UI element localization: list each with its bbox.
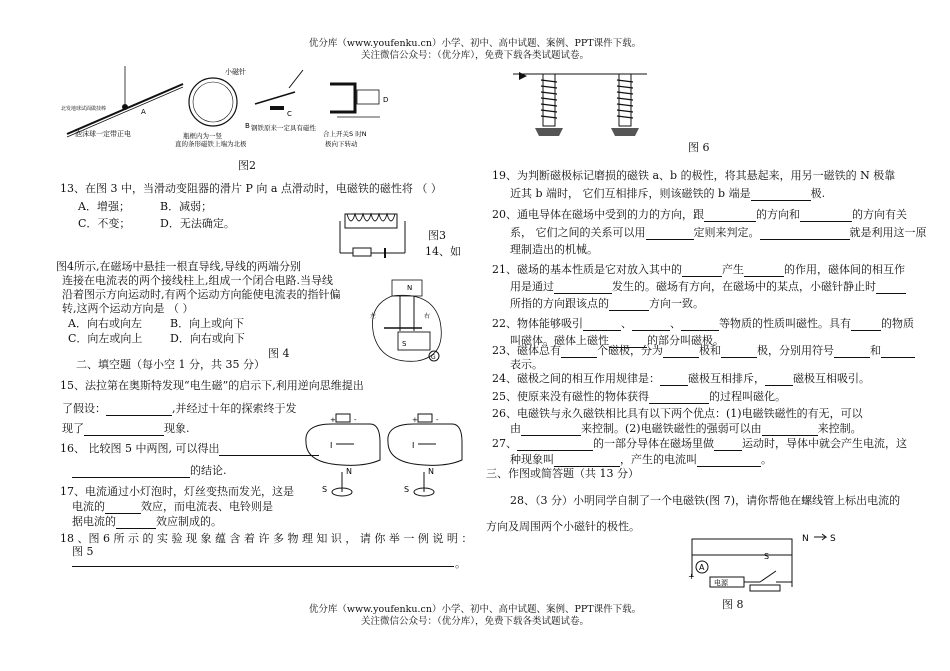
- q17-line-3: [72, 514, 222, 529]
- blank[interactable]: [72, 465, 190, 478]
- fig4-caption: 图 4: [268, 347, 290, 360]
- blank[interactable]: [660, 373, 688, 386]
- fig2-caption: 图2: [238, 159, 256, 172]
- fig2-b-top-label: 小磁针: [225, 68, 246, 76]
- solenoid: [692, 539, 792, 555]
- fig8-n-label: N: [802, 534, 809, 544]
- fig5-s-left: S: [322, 485, 328, 494]
- fig5-left: [306, 414, 380, 496]
- blank[interactable]: [697, 454, 761, 467]
- blank[interactable]: [760, 227, 850, 240]
- fig4-right-label: 右: [424, 313, 431, 320]
- q23-line-1c: 极和: [699, 344, 721, 357]
- footer-line-2: 关注微信公众号：（优分库），免费下载各类试题试卷。: [360, 616, 589, 627]
- q20-line-1: [492, 207, 907, 222]
- figure-2: [55, 62, 415, 152]
- blank[interactable]: [851, 318, 881, 331]
- q23-line-1a: 23、磁体总有: [492, 344, 561, 357]
- q14-option-a: A．向右或向左: [68, 317, 142, 330]
- blank[interactable]: [721, 345, 757, 358]
- q18-answer-line[interactable]: [72, 566, 454, 567]
- q13-stem: 13、在图 3 中，当滑动变阻器的滑片 P 向 a 点滑动时，电磁铁的磁性将 （ ）: [60, 182, 442, 195]
- q14-line-3: 沿着图示方向运动时,有两个运动方向能使电流表的指针偏: [62, 288, 341, 301]
- q22-line-1: [492, 316, 914, 331]
- blank[interactable]: [106, 403, 172, 416]
- q17-line-2b: 效应，而电流表、电铃则是: [141, 500, 273, 513]
- q14-option-d: D．向右或向下: [170, 332, 245, 345]
- q15-line-2: [62, 401, 297, 416]
- fig8-switch-label: S: [764, 552, 770, 561]
- q21-line-3a: 所指的方向跟该点的: [510, 297, 609, 310]
- blank[interactable]: [609, 298, 649, 311]
- fig4-n-label: N: [407, 284, 413, 292]
- blank[interactable]: [762, 423, 818, 436]
- q27-line-2b: ，产生的电流叫: [620, 453, 697, 466]
- fig5-s-right: S: [404, 485, 410, 494]
- q21-line-1c: 的作用，磁体间的相互作: [784, 263, 905, 276]
- q18-end: 。: [455, 557, 466, 570]
- q17-line-3b: 效应制成的。: [156, 515, 222, 528]
- iron-filings-left: [535, 128, 563, 136]
- q22-line-1c: 、: [670, 317, 681, 330]
- fig3-caption: 图3: [428, 229, 446, 242]
- fig2-b-letter: B: [245, 122, 250, 130]
- header-line-1: 优分库（www.youfenku.cn）小学、初中、高中试题、案例、PPT课件下载。: [308, 38, 642, 49]
- q22-line-1b: 、: [621, 317, 632, 330]
- q25-line-1b: 的过程叫磁化。: [709, 390, 786, 403]
- fig2-b-bottom-2: 直的条形磁铁上端为北极: [175, 140, 247, 148]
- q14-line-2: 连接在电流表的两个接线柱上,组成一个闭合电路.当导线: [62, 274, 333, 287]
- fig8-plus-label: +: [688, 572, 695, 581]
- foam-ball: [122, 104, 128, 110]
- q17-line-2a: 电流的: [72, 500, 105, 513]
- blank[interactable]: [800, 209, 852, 222]
- q15-line-2b: ,并经过十年的探索终于发: [172, 402, 297, 415]
- q26-line-2c: 来控制。: [817, 422, 862, 435]
- fig5-i-right: I: [412, 441, 415, 450]
- q23-line-2: 表示。: [510, 358, 543, 371]
- blank[interactable]: [681, 318, 719, 331]
- q21-line-1: [492, 262, 905, 277]
- steel-bar-c: [255, 92, 295, 104]
- figure-5: [302, 412, 464, 504]
- q20-line-3: 理制造出的机械。: [510, 243, 598, 256]
- q15-line-1: 15、法拉第在奥斯特发现“电生磁”的启示下,利用逆向思维提出: [60, 379, 364, 392]
- q27-line-2: [510, 452, 772, 467]
- blank[interactable]: [751, 188, 811, 201]
- q20-line-1b: 的方向和: [756, 208, 800, 221]
- fig5-plus-right: +: [412, 416, 418, 424]
- blank[interactable]: [632, 318, 670, 331]
- q23-line-1: [492, 343, 915, 358]
- fig8-s-label: S: [830, 534, 836, 544]
- q22-line-2a: 叫磁体。磁体上磁性: [510, 334, 609, 347]
- q15-line-3a: 现了: [62, 422, 84, 435]
- fig4-left-label: 左: [370, 313, 377, 320]
- q13-option-a: A．增强；: [78, 200, 130, 213]
- q14-line-4: 转,这两个运动方向是 （ ）: [62, 302, 194, 315]
- q22-line-1a: 22、物体能够吸引: [492, 317, 583, 330]
- blank[interactable]: [663, 345, 699, 358]
- blank[interactable]: [517, 438, 593, 451]
- fig2-a-top-label: 北发地球试面做技棒: [61, 106, 107, 112]
- fig5-minus-right: -: [436, 416, 439, 424]
- q16-line-1a: 16、 比较图 5 中两图, 可以得出: [60, 442, 220, 455]
- fig2-d-letter: D: [383, 96, 389, 104]
- q22-line-1e: 的物质: [881, 317, 914, 330]
- q14-option-b: B．向上或向下: [170, 317, 245, 330]
- q24-line-1b: 磁极互相排斥，: [688, 372, 765, 385]
- fig8-ammeter-label: A: [699, 563, 705, 572]
- q18-line-1: 18 、图 6 所 示 的 实 验 现 象 蕴 含 着 许 多 物 理 知 识 ， 请 你 举 一 例 说 明 ：: [60, 532, 473, 545]
- q17-line-1: 17、电流通过小灯泡时，灯丝变热而发光，这是: [60, 485, 294, 498]
- figure-3: [335, 208, 430, 260]
- q19-line-2b: 极.: [810, 187, 826, 200]
- q23-line-1e: 和: [870, 344, 881, 357]
- ring-b: [189, 78, 237, 126]
- blank[interactable]: [876, 281, 906, 294]
- blank[interactable]: [682, 264, 722, 277]
- q23-line-1d: 极，分别用符号: [757, 344, 834, 357]
- q19-line-2: [510, 186, 825, 201]
- footer-line-1: 优分库（www.youfenku.cn）小学、初中、高中试题、案例、PPT课件下载。: [308, 604, 642, 615]
- q20-line-1c: 的方向有关: [852, 208, 907, 221]
- q19-line-1: 19、为判断磁极标记磨损的磁铁 a、b 的极性，将其悬起来，用另一磁铁的 N 极靠: [492, 169, 896, 182]
- q15-line-2a: 了假设：: [62, 402, 106, 415]
- q25-line-1: [492, 389, 786, 404]
- fig8-caption: 图 8: [722, 598, 744, 611]
- q27-line-1a: 27、: [492, 437, 517, 450]
- q16-line-2: [72, 463, 227, 478]
- q18-fig5-caption: 图 5: [72, 545, 94, 558]
- section-2-title: 二、填空题（每小空 1 分，共 35 分）: [76, 358, 265, 371]
- q13-option-c: C．不变；: [78, 217, 131, 230]
- q23-line-1b: 个磁极，分为: [597, 344, 663, 357]
- q22-line-1d: 等物质的性质叫磁性。具有: [719, 317, 851, 330]
- q21-line-1b: 产生: [722, 263, 744, 276]
- q20-line-2b: 定则来判定。: [693, 226, 760, 239]
- q21-line-2a: 用是通过: [510, 280, 554, 293]
- fig5-right: [388, 414, 462, 496]
- q13-option-b: B．减弱；: [160, 200, 213, 213]
- q14-number: 14、如: [425, 245, 461, 258]
- blank[interactable]: [561, 345, 597, 358]
- fig5-i-left: I: [330, 441, 333, 450]
- fig2-c-bottom: 钢铁原来一定具有磁性: [251, 124, 316, 132]
- fig4-s-label: S: [402, 340, 407, 348]
- q20-line-2: [510, 225, 927, 240]
- figure-4: [362, 276, 452, 368]
- figure-8: [680, 527, 860, 599]
- q27-line-2a: 种现象叫: [510, 453, 554, 466]
- q25-line-1a: 25、使原来没有磁性的物体获得: [492, 390, 649, 403]
- q26-line-2: [510, 421, 862, 436]
- blank[interactable]: [554, 281, 612, 294]
- q20-line-2c: 就是利用这一原: [849, 226, 927, 239]
- q14-option-c: C．向左或向上: [68, 332, 143, 345]
- figure-6: [505, 66, 655, 142]
- q14-line-1: 图4所示,在磁场中悬挂一根直导线,导线的两端分别: [56, 260, 301, 273]
- fig5-n-left: N: [346, 467, 352, 476]
- q28-line-1: 28、（3 分）小明同学自制了一个电磁铁(图 7)，请你帮他在螺线管上标出电流的: [510, 494, 901, 507]
- fig8-power-label: 电源: [714, 579, 728, 587]
- q19-line-2a: 近其 b 端时， 它们互相排斥，则该磁铁的 b 端是: [510, 187, 751, 200]
- blank[interactable]: [704, 209, 756, 222]
- q27-line-2c: 。: [761, 453, 772, 466]
- blank[interactable]: [521, 423, 581, 436]
- blank[interactable]: [84, 423, 164, 436]
- blank[interactable]: [714, 438, 742, 451]
- fig2-a-bottom-label: 泡沫球一定带正电: [75, 130, 131, 138]
- fig6-caption: 图 6: [688, 141, 710, 154]
- q22-line-2b: 的部分叫磁极。: [647, 334, 724, 347]
- fig2-d-bottom-2: 极向下转动: [325, 140, 358, 148]
- q21-line-2: [510, 279, 906, 294]
- q15-line-3: [62, 421, 190, 436]
- q21-line-3b: 方向一致。: [649, 297, 704, 310]
- q16-line-2-text: 的结论.: [190, 464, 227, 477]
- q16-line-1: [60, 441, 319, 456]
- blank[interactable]: [583, 318, 621, 331]
- fig5-minus-left: -: [354, 416, 357, 424]
- blank[interactable]: [646, 227, 694, 240]
- fig2-b-bottom-1: 瓶框内为一竖: [183, 132, 222, 140]
- blank[interactable]: [649, 391, 709, 404]
- q13-option-d: D．无法确定。: [160, 217, 235, 230]
- u-magnet-d: [330, 84, 355, 112]
- section-3-title: 三、作图或简答题（共 13 分）: [486, 467, 639, 480]
- q27-line-1: [492, 436, 907, 451]
- q28-line-2: 方向及周围两个小磁针的极性。: [486, 520, 640, 533]
- fig4-g-label: G: [431, 354, 436, 361]
- blank[interactable]: [116, 516, 156, 529]
- q20-line-2a: 系， 它们之间的关系可以用: [510, 226, 646, 239]
- coil: [347, 214, 395, 221]
- q26-line-1: 26、电磁铁与永久磁铁相比具有以下两个优点：(1)电磁铁磁性的有无，可以: [492, 407, 863, 420]
- q26-line-2b: 来控制。(2)电磁铁磁性的强弱可以由: [581, 422, 762, 435]
- q20-line-1a: 20、通电导体在磁场中受到的力的方向，跟: [492, 208, 704, 221]
- q17-line-3a: 据电流的: [72, 515, 116, 528]
- blank[interactable]: [105, 501, 141, 514]
- fig2-c-letter: C: [287, 110, 292, 118]
- q24-line-1: [492, 371, 870, 386]
- switch-arm: [760, 571, 776, 582]
- q26-line-2a: 由: [510, 422, 521, 435]
- q21-line-1a: 21、磁场的基本性质是它对放入其中的: [492, 263, 682, 276]
- blank[interactable]: [834, 345, 870, 358]
- blank[interactable]: [881, 345, 915, 358]
- fig5-plus-left: +: [330, 416, 336, 424]
- header-line-2: 关注微信公众号：（优分库），免费下载各类试题试卷。: [360, 50, 589, 61]
- iron-filings-right: [611, 128, 639, 136]
- fig2-a-letter: A: [141, 108, 146, 116]
- blank[interactable]: [765, 373, 793, 386]
- q15-line-3b: 现象.: [164, 422, 190, 435]
- q27-line-1b: 的一部分导体在磁场里做: [593, 437, 714, 450]
- q21-line-2b: 发生的。磁场有方向，在磁场中的某点，小磁针静止时: [612, 280, 876, 293]
- q17-line-2: [72, 499, 273, 514]
- q24-line-1a: 24、磁极之间的相互作用规律是：: [492, 372, 660, 385]
- q27-line-1c: 运动时，导体中就会产生电流，这: [742, 437, 907, 450]
- q21-line-3: [510, 296, 704, 311]
- q24-line-1c: 磁极互相吸引。: [793, 372, 870, 385]
- blank[interactable]: [744, 264, 784, 277]
- fig5-n-right: N: [428, 467, 434, 476]
- fig2-d-bottom-1: 合上开关S 时N: [323, 130, 367, 138]
